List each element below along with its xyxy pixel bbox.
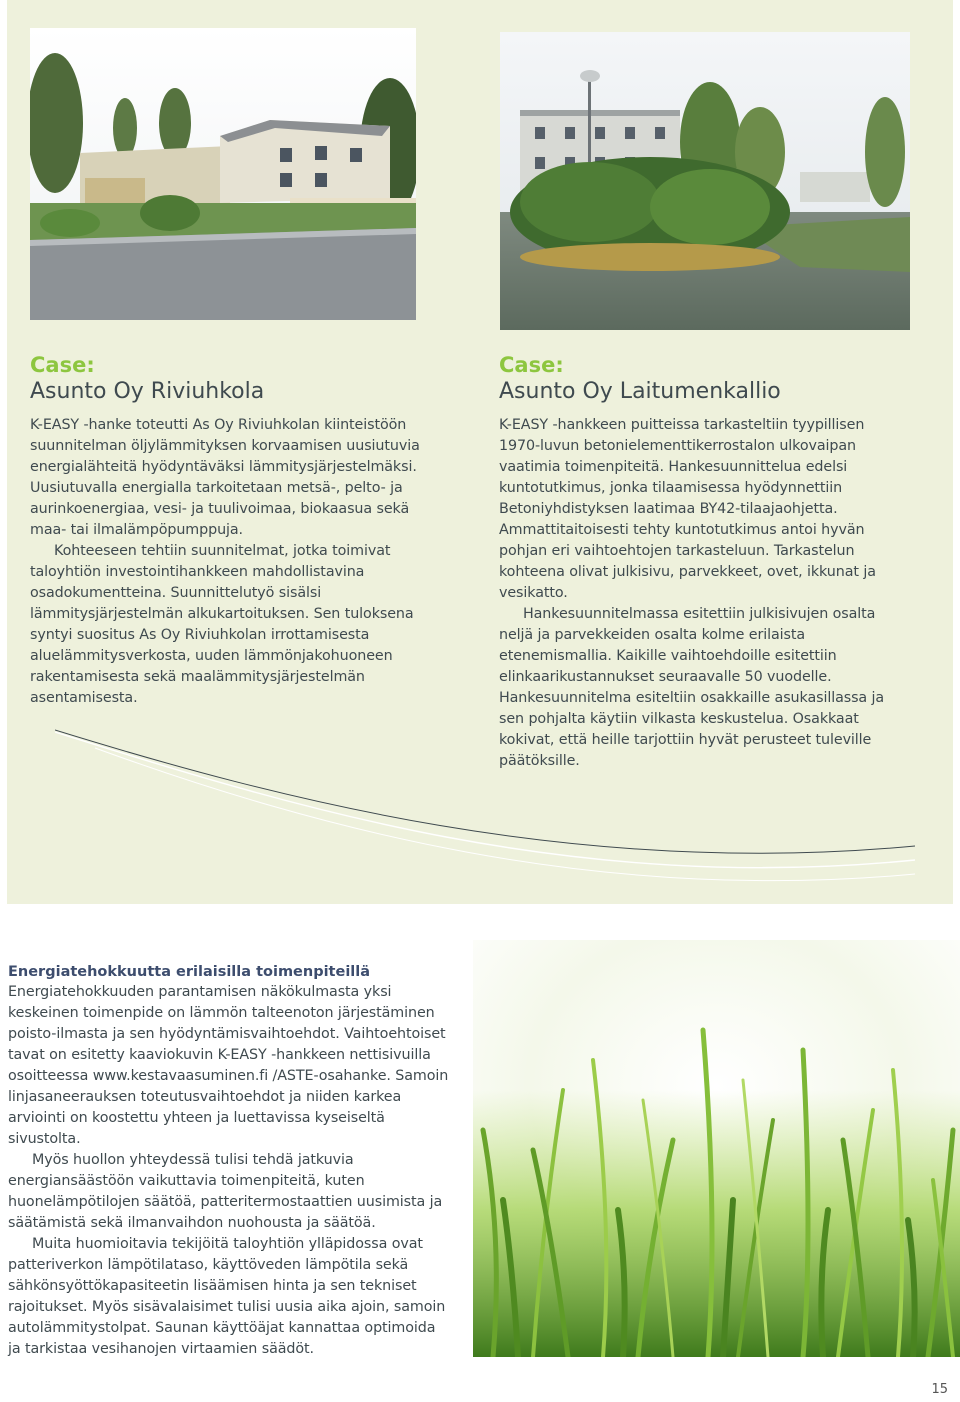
section-paragraph: Myös huollon yhteydessä tulisi tehdä jatkuvia energiansäästöön vaikuttavia toimenpiteitä, kuten huonelämpötilojen säätöä, patteritermostaattien uusimista ja säätämistä sekä ilmanvaihdon nuohousta ja säätöä. [8,1152,443,1231]
case-paragraph: Hankesuunnitelmassa esitettiin julkisivujen osalta neljä ja parvekkeiden osalta kolme erilaista etenemismallia. Kaikille vaihtoehdoille esitettiin elinkaarikustannukset seuraavalle 50 vuodelle. Hankesuunnitelma esiteltiin osakkaille asukasillassa ja sen pohjalta käytiin vilkasta keskustelua. Osakkaat kokivat, että heille tarjottiin hyvät perusteet tuleville päätöksille. [499,606,885,769]
decorative-swoosh [55,728,915,904]
photo-row-houses [30,28,416,320]
section-heading: Energiatehokkuutta erilaisilla toimenpiteillä [8,964,371,980]
case-riviuhkola [30,352,420,709]
energy-efficiency-section [8,962,450,1360]
case-laitumenkallio [499,352,891,772]
case-label: Case: [30,353,95,377]
photo-apartment-building [500,32,910,330]
page-number: 15 [931,1382,948,1397]
section-paragraph: Energiatehokkuuden parantamisen näkökulmasta yksi keskeinen toimenpide on lämmön talteenoton järjestäminen poisto-ilmasta ja sen hyödyntämisvaihtoehdot. Vaihtoehtoiset tavat on esitetty kaaviokuvin K-EASY -hankkeen nettisivuilla osoitteessa www.kestavaasuminen.fi /ASTE-osahanke. Samoin linjasaneerauksen toteutusvaihtoehdot ja niiden karkea arviointi on koostettu yhteen ja luettavissa kyseiseltä sivustolta. [8,984,449,1147]
grass-image [473,940,960,1357]
case-paragraph: Kohteeseen tehtiin suunnitelmat, jotka toimivat taloyhtiön investointihankkeen mahdollistavina osadokumentteina. Suunnittelutyö sisälsi lämmitysjärjestelmän alkukartoituksen. Sen tuloksena syntyi suositus As Oy Riviuhkolan irrottamisesta aluelämmitysverkosta, uuden lämmönjakohuoneen rakentamisesta sekä maalämmitysjärjestelmän asentamisesta. [30,543,414,706]
case-title: Asunto Oy Riviuhkola [30,379,265,404]
case-paragraph: K-EASY -hanke toteutti As Oy Riviuhkolan kiinteistöön suunnitelman öljylämmityksen korvaamisen uusiutuvia energialähteitä hyödyntäväksi lämmitysjärjestelmäksi. Uusiutuvalla energialla tarkoitetaan metsä-, pelto- ja aurinkoenergiaa, vesi- ja tuulivoimaa, biokaasua sekä maa- tai ilmalämpöpumppuja. [30,417,420,538]
case-label: Case: [499,353,564,377]
case-paragraph: K-EASY -hankkeen puitteissa tarkasteltiin tyypillisen 1970-luvun betonielementtikerrostalon ulkovaipan vaatimia toimenpiteitä. Hankesuunnittelua edelsi kuntotutkimus, jonka tilaamisessa hyödynnettiin Betoniyhdistyksen laatimaa BY42-tilaajaohjetta. Ammattitaitoisesti tehty kuntotutkimus antoi hyvän pohjan eri vaihtoehtojen tarkasteluun. Tarkastelun kohteena olivat julkisivu, parvekkeet, ovet, ikkunat ja vesikatto. [499,417,876,601]
case-title: Asunto Oy Laitumenkallio [499,379,781,404]
section-paragraph: Muita huomioitavia tekijöitä taloyhtiön ylläpidossa ovat patteriverkon lämpötilataso, käyttöveden lämpötila sekä sähkönsyöttökapasiteetin lisäämisen hinta ja sen tekniset rajoitukset. Myös sisävalaisimet tulisi uusia aika ajoin, samoin autolämmitystolpat. Saunan käyttöäjat kannattaa optimoida ja tarkistaa vesihanojen virtaamien säädöt. [8,1236,446,1357]
